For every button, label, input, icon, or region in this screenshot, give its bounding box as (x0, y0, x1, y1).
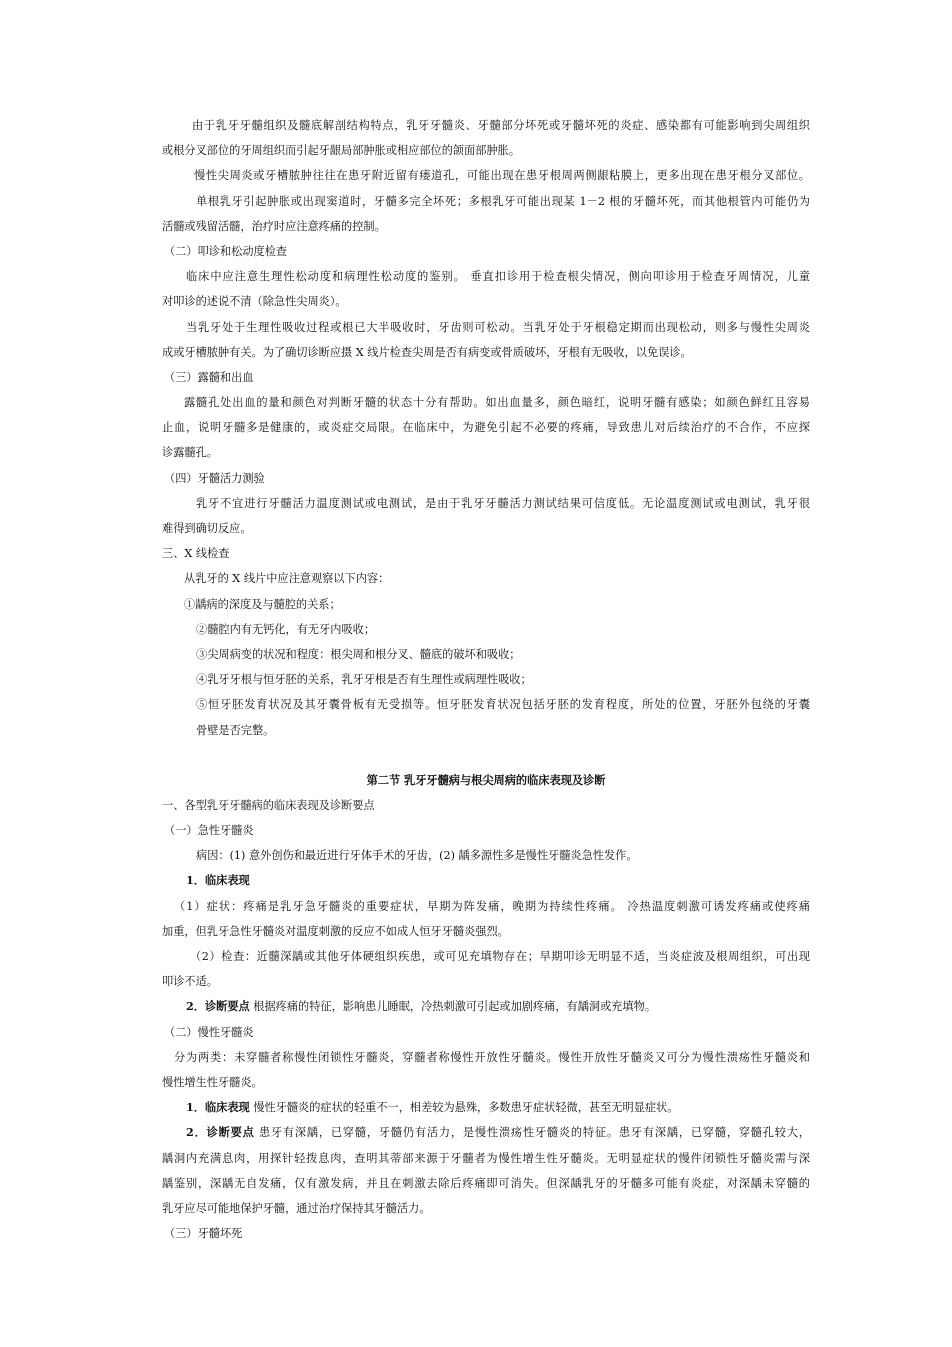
subheading: （三）露髓和出血 (164, 370, 254, 384)
paragraph-line: 由于乳牙牙髓组织及髓底解剖结构特点，乳牙牙髓炎、牙髓部分坏死或牙髓坏死的炎症、感染都有可能影响到尖周组织 (192, 119, 810, 132)
paragraph-line: （1）症状：疼痛是乳牙急牙髓炎的重要症状，早期为阵发痛，晚期为持续性疼痛。 冷热温度刺激可诱发疼痛或使疼痛 (174, 899, 810, 913)
list-item: ①龋病的深度及与髓腔的关系； (184, 597, 341, 611)
paragraph-line: 临床中应注意生理性松动度和病理性松动度的鉴别。 垂直扣诊用于检查根尖情况，侧向叩诊用于检查牙周情况，儿童 (186, 270, 810, 284)
clinical-label: 1．临床表现 (186, 1100, 250, 1115)
paragraph-line: 分为两类：未穿髓者称慢性闭锁性牙髓炎，穿髓者称慢性开放性牙髓炎。慢性开放性牙髓炎又可分为慢性溃疡性牙髓炎和 (174, 1050, 810, 1064)
paragraph-line: 叩诊不适。 (162, 975, 218, 989)
diagnosis-text: 根据疼痛的特征，影响患儿睡眠，冷热刺激可引起或加剧疼痛，有龋洞或充填物。 (249, 1000, 657, 1014)
diagnosis-text: 患牙有深龋，已穿髓，牙髓仍有活力，是慢性溃疡性牙髓炎的特征。患牙有深龋，已穿髓，穿髓孔较大， (254, 1126, 810, 1140)
paragraph-line: 病因：(1) 意外创伤和最近进行牙体手术的牙齿，(2) 龋多源性多是慢性牙髓炎急性发作。 (196, 849, 638, 863)
subheading: （二）慢性牙髓炎 (164, 1025, 254, 1039)
diagnosis-label: 2．诊断要点 (186, 1125, 255, 1140)
subheading: （二）叩诊和松动度检查 (164, 244, 288, 258)
list-item: ⑤恒牙胚发育状况及其牙囊骨板有无受损等。恒牙胚发育状况包括牙胚的发育程度，所处的位置，牙胚外包绕的牙囊 (196, 698, 810, 712)
paragraph-line: （2）检查：近髓深龋或其他牙体硬组织疾患，或可见充填物存在；早期叩诊无明显不适，当炎症波及根周组织，可出现 (190, 950, 810, 963)
paragraph-line: 成或牙槽脓肿有关。为了确切诊断应摄 X 线片检查尖周是否有病变或骨质破坏，牙根有无吸收，以免误诊。 (162, 345, 692, 359)
paragraph-line: 龋洞内充满息肉，用探针轻拨息肉，查明其蒂部来源于牙髓者为慢性增生性牙髓炎。无明显症状的慢件闭锁性牙髓炎需与深 (162, 1151, 810, 1165)
list-item: ③尖周病变的状况和程度：根尖周和根分叉、髓底的破坏和吸收； (196, 647, 521, 661)
paragraph-line: 或根分叉部位的牙周组织而引起牙龈局部肿胀或相应部位的颌面部肿胀。 (162, 144, 521, 158)
subheading (162, 868, 810, 893)
section-heading: 三、X 线检查 (162, 547, 230, 561)
clinical-text: 慢性牙髓炎的症状的轻重不一，相差较为悬殊，多数患牙症状轻微，甚至无明显症状。 (249, 1101, 679, 1115)
paragraph-line (162, 1095, 810, 1120)
list-item: ②髓腔内有无钙化，有无牙内吸收； (196, 622, 376, 636)
paragraph-line (162, 1120, 810, 1145)
paragraph-line: 加重，但乳牙急性牙髓炎对温度刺激的反应不如成人恒牙牙髓炎强烈。 (162, 924, 509, 938)
diagnosis-label: 2．诊断要点 (186, 999, 250, 1014)
paragraph-line: 露髓孔处出血的量和颜色对判断牙髓的状态十分有帮助。如出血量多，颜色暗红，说明牙髓有感染；如颜色鲜红且容易 (184, 396, 810, 410)
paragraph-line: 活髓或残留活髓，治疗时应注意疼痛的控制。 (162, 219, 386, 233)
subheading: （四）牙髓活力测验 (164, 471, 265, 485)
paragraph-line: 乳牙不宜进行牙髓活力温度测试或电测试，是由于乳牙牙髓活力测试结果可信度低。无论温度测试或电测试，乳牙很 (196, 496, 810, 510)
paragraph-line: 难得到确切反应。 (162, 522, 252, 535)
document-page (162, 113, 810, 1246)
paragraph-line: 慢性增生性牙髓炎。 (162, 1075, 263, 1089)
paragraph-line: 从乳牙的 X 线片中应注意观察以下内容： (184, 572, 390, 586)
paragraph-line: 单根乳牙引起肿胀或出现窦道时，牙髓多完全坏死；多根乳牙可能出现某 1－2 根的牙髓坏死，而其他根管内可能仍为 (196, 194, 810, 208)
paragraph-line: 止血，说明牙髓多是健康的，或炎症交局限。在临床中，为避免引起不必要的疼痛，导致患儿对后续治疗的不合作，不应探 (162, 421, 810, 435)
paragraph-line: 当乳牙处于生理性吸收过程或根已大半吸收时，牙齿则可松动。当乳牙处于牙根稳定期而出现松动，则多与慢性尖周炎 (186, 320, 810, 334)
paragraph-line: 龋鉴别，深龋无自发痛，仅有激发病，并且在刺激去除后疼痛即可消失。但深龋乳牙的牙髓多可能有炎症，对深龋未穿髓的 (162, 1176, 810, 1190)
subheading: （一）急性牙髓炎 (164, 824, 254, 838)
list-item: 骨壁是否完整。 (196, 723, 275, 737)
paragraph-line: 诊露髓孔。 (162, 446, 218, 460)
list-item: ④乳牙牙根与恒牙胚的关系，乳牙牙根是否有生理性或病理性吸收； (196, 673, 532, 687)
subheading: （三）牙髓坏死 (164, 1227, 243, 1241)
clinical-label: 1．临床表现 (186, 873, 250, 888)
section-title: 第二节 乳牙牙髓病与根尖周病的临床表现及诊断 (366, 772, 606, 787)
paragraph-line: 乳牙应尽可能地保护牙髓，通过治疗保持其牙髓活力。 (162, 1201, 431, 1215)
section-heading: 一、各型乳牙牙髓病的临床表现及诊断要点 (162, 798, 375, 812)
paragraph-line: 慢性尖周炎或牙槽脓肿往往在患牙附近留有瘘道孔，可能出现在患牙根周两侧龈粘膜上，更多出现在患牙根分叉部位。 (194, 169, 810, 183)
paragraph-line (162, 994, 810, 1019)
paragraph-line: 对叩诊的述说不清（除急性尖周炎）。 (162, 295, 347, 309)
